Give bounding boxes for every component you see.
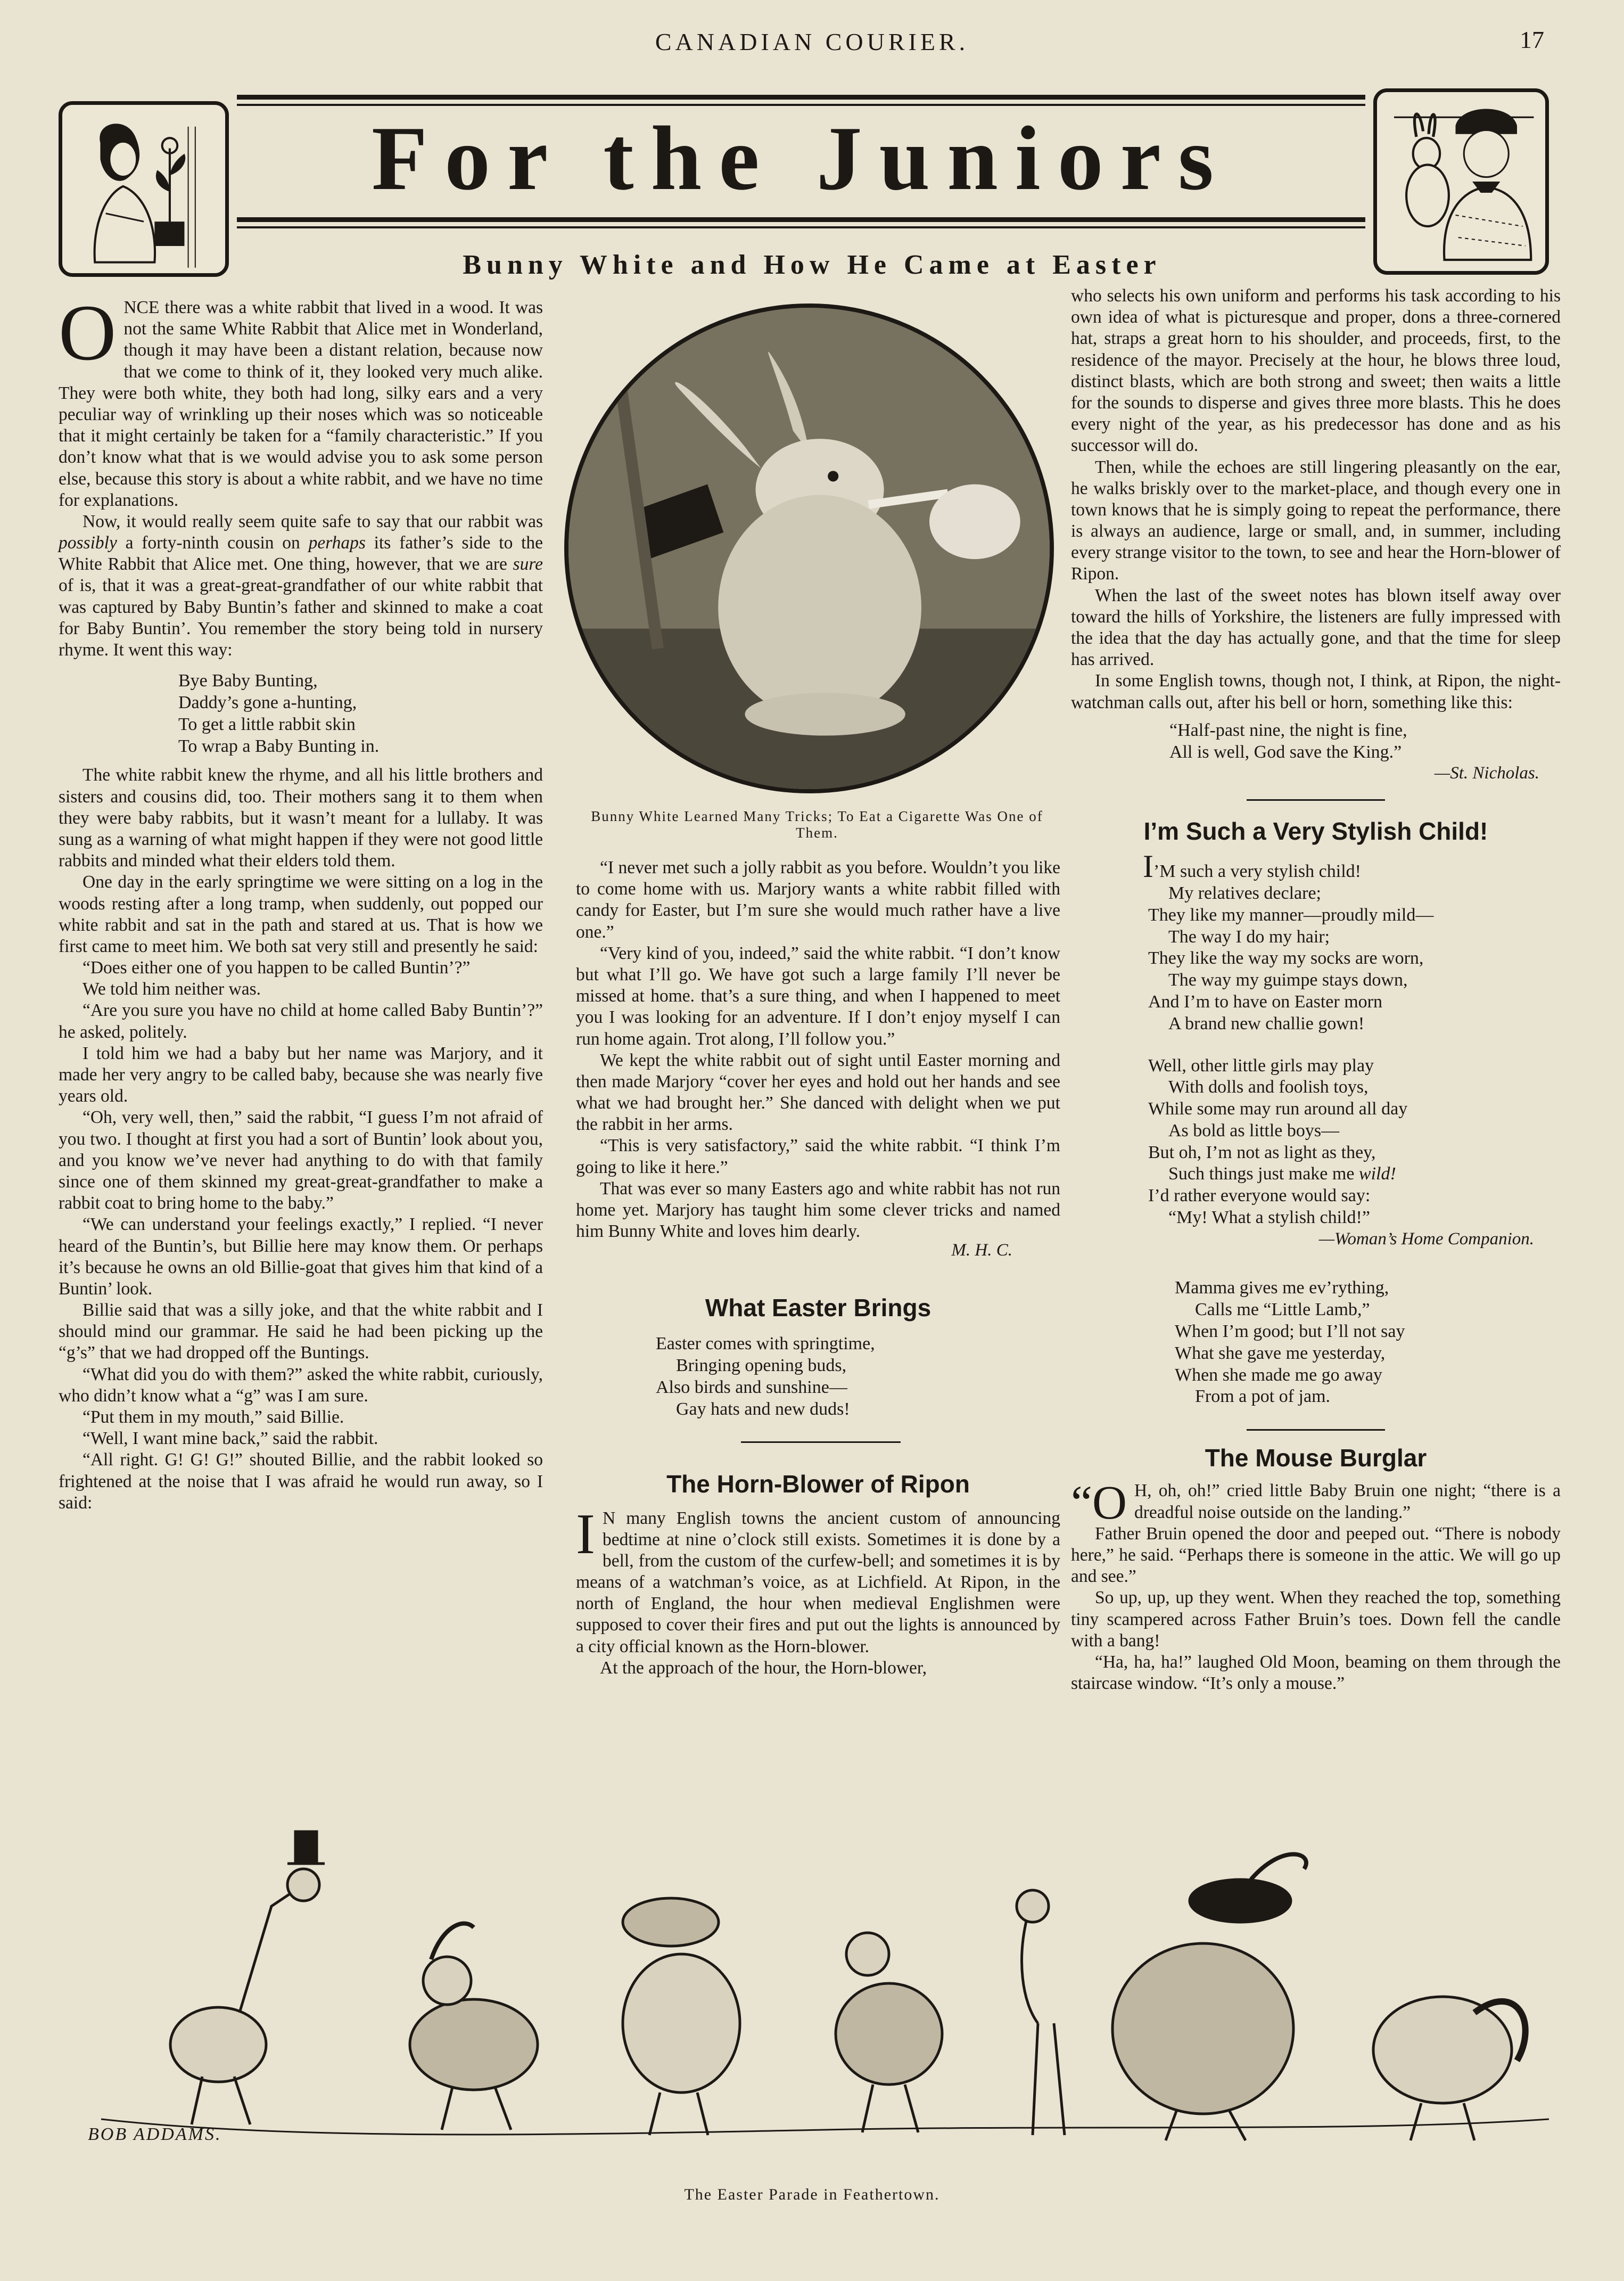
story-signature: M. H. C. xyxy=(951,1241,1012,1260)
little-lamb-poem: Mamma gives me ev’rything, Calls me “Little Lamb,” When I’m good; but I’ll not say What she gave me yesterday, When she made me go away From a pot of jam. xyxy=(1175,1278,1405,1407)
story-paragraph: We told him neither was. xyxy=(83,979,261,999)
mouse-burglar-paragraph: “Ha, ha, ha!” laughed Old Moon, beaming on them through the staircase window. “It’s only a mouse.” xyxy=(1071,1652,1561,1694)
story-paragraph: Now, it would really seem quite safe to say that our rabbit was possibly a forty-ninth cousin on perhaps its father’s side to the White Rabbit that Alice met. One thing, however, that we are sure of is, that it was a great-great-grandfather of our white rabbit that was captured by Baby Buntin’s father and skinned to make a coat for Baby Buntin’. You remember the story being told in nursery rhyme. It went this way: xyxy=(59,511,543,660)
story-opening-paragraph: ONCE there was a white rabbit that lived in a wood. It was not the same White Rabbit that Alice met in Wonderland, though it may have been a distant relation, because now that we come to think of it, they looked very much alike. They were both white, they both had long, silky ears and a very peculiar way of wrinkling up their noses which was so noticeable that it might certainly be taken for a “family characteristic.” If you don’t know what that is we would advise you to ask some person else, because this story is about a white rabbit, and we have no time for explanations. xyxy=(59,289,543,510)
section-divider xyxy=(741,1441,901,1443)
story-paragraph: “Very kind of you, indeed,” said the white rabbit. “I don’t know but what I’ll go. We have got such a large family I’ll never be missed at home. that’s a sure thing, and when I happened to meet you I was looking for an adventure. If I don’t enjoy myself I can run home again. Trot along, I’ll follow you.” xyxy=(576,943,1060,1049)
running-head: CANADIAN COURIER. xyxy=(655,28,969,55)
mouse-burglar-title: The Mouse Burglar xyxy=(1205,1444,1427,1472)
rabbit-photo xyxy=(564,303,1054,793)
horn-blower-paragraph: Then, while the echoes are still lingering pleasantly on the ear, he walks briskly over to the market-place, and though every one in town knows that he is simply going to repeat the performance, there is always an audience, large or small, and, in summer, including every strange visitor to the town, to see and hear the Horn-blower of Ripon. xyxy=(1071,457,1561,584)
illustration-caption: The Easter Parade in Feathertown. xyxy=(684,2186,940,2203)
easter-poem-title: What Easter Brings xyxy=(705,1293,931,1322)
horn-blower-source: —St. Nicholas. xyxy=(1434,764,1539,783)
story-paragraph: “Well, I want mine back,” said the rabbit. xyxy=(83,1429,378,1449)
horn-blower-title: The Horn-Blower of Ripon xyxy=(666,1470,970,1498)
banner-rule-bottom xyxy=(237,217,1365,228)
story-paragraph: “Put them in my mouth,” said Billie. xyxy=(83,1407,344,1427)
story-paragraph: We kept the white rabbit out of sight until Easter morning and then made Marjory “cover her eyes and hold out her hands and see what we had brought her.” She danced with delight when we put the rabbit in her arms. xyxy=(576,1050,1060,1135)
story-paragraph: Billie said that was a silly joke, and that the white rabbit and I should mind our grammar. He said he had been picking up the “g’s” that we had dropped off the Buntings. xyxy=(59,1300,543,1363)
story-paragraph: “We can understand your feelings exactly,” I replied. “I never heard of the Buntin’s, but Billie here may know them. Or perhaps it’s because he owns an old Billie-goat that gives him that kind of a Buntin’ look. xyxy=(59,1215,543,1299)
story-title: Bunny White and How He Came at Easter xyxy=(463,250,1161,280)
story-paragraph: “Oh, very well, then,” said the rabbit, “I guess I’m not afraid of you two. I thought at first you had a sort of Buntin’ look about you, and you know we’ve never had anything to do with that family since one of them skinned my great-great-grandfather to make a rabbit coat to bring home to the baby.” xyxy=(59,1107,543,1213)
page-number: 17 xyxy=(1520,26,1544,53)
story-paragraph: “I never met such a jolly rabbit as you before. Wouldn’t you like to come home with us. Marjory wants a white rabbit filled with candy for Easter, but I’m sure she would much rather have a live one.” xyxy=(576,858,1060,942)
mouse-burglar-paragraph: So up, up, up they went. When they reached the top, something tiny scampered across Father Bruin’s toes. Down fell the candle with a bang! xyxy=(1071,1588,1561,1651)
section-divider xyxy=(1247,1429,1385,1431)
banner-rule-top xyxy=(237,95,1365,106)
horn-blower-paragraph: At the approach of the hour, the Horn-blower, xyxy=(600,1658,927,1678)
story-paragraph: The white rabbit knew the rhyme, and all his little brothers and sisters and cousins did, too. Their mothers sang it to them when they were baby rabbits, but it wasn’t meant for a lullaby. It was sung as a warning of what might happen if they were not good little rabbits and minded what their elders told them. xyxy=(59,765,543,871)
easter-poem: Easter comes with springtime, Bringing opening buds, Also birds and sunshine— Gay hats and new duds! xyxy=(656,1334,875,1419)
story-paragraph: “Does either one of you happen to be called Buntin’?” xyxy=(83,958,471,978)
story-paragraph: “This is very satisfactory,” said the white rabbit. “I think I’m going to like it here.” xyxy=(576,1136,1060,1177)
mouse-burglar-opening-paragraph: “O H, oh, oh!” cried little Baby Bruin one night; “there is a dreadful noise outside on the landing.” xyxy=(1071,1476,1561,1530)
horn-blower-paragraph: In some English towns, though not, I think, at Ripon, the night-watchman calls out, after his bell or horn, something like this: xyxy=(1071,671,1561,712)
horn-blower-paragraph: When the last of the sweet notes has blown itself away over toward the hills of Yorkshire, the listeners are fully impressed with the idea that the day has actually gone, and that the time for sleep has arrived. xyxy=(1071,585,1561,670)
artist-signature: BOB ADDAMS. xyxy=(88,2124,222,2144)
boy-with-rabbit-illustration xyxy=(1373,88,1549,275)
mouse-burglar-paragraph: Father Bruin opened the door and peeped out. “There is nobody here,” he said. “Perhaps there is someone in the attic. We will go up and see.” xyxy=(1071,1523,1561,1587)
stylish-child-source: —Woman’s Home Companion. xyxy=(1318,1229,1534,1249)
horn-blower-opening-paragraph: I N many English towns the ancient custom of announcing bedtime at nine o’clock still exists. Sometimes it is done by a bell, from the custom of the curfew-bell; and sometimes it is by means of a watchman’s voice, as at Lichfield. At Ripon, in the north of England, the hour when medieval Englishmen were supposed to cover their fires and put out the lights is announced by a city official known as the Horn-blower. xyxy=(576,1502,1060,1656)
watchman-call: “Half-past nine, the night is fine, All is well, God save the King.” xyxy=(1169,720,1407,762)
photo-caption: Bunny White Learned Many Tricks; To Eat a Cigarette Was One of Them. xyxy=(591,808,1043,841)
story-drop-cap: O xyxy=(59,289,117,377)
nursery-rhyme: Bye Baby Bunting, Daddy’s gone a-hunting, To get a little rabbit skin To wrap a Baby Bunting in. xyxy=(178,671,380,756)
story-paragraph: One day in the early springtime we were sitting on a log in the woods resting after a long tramp, when suddenly, out popped our white rabbit and sat in the path and stared at us. That is how we first came to meet him. We both sat very still and presently he said: xyxy=(59,872,543,956)
stylish-child-title: I’m Such a Very Stylish Child! xyxy=(1143,817,1488,845)
story-paragraph: I told him we had a baby but her name was Marjory, and it made her very angry to be called baby, because she was nearly five years old. xyxy=(59,1043,543,1106)
story-paragraph: “What did you do with them?” asked the white rabbit, curiously, who didn’t know what a “g” was I am sure. xyxy=(59,1364,543,1406)
easter-parade-illustration xyxy=(80,1821,1560,2172)
story-paragraph: “Are you sure you have no child at home called Baby Buntin’?” he asked, politely. xyxy=(59,1000,543,1042)
story-paragraph: “All right. G! G! G!” shouted Billie, and the rabbit looked so frightened at the noise that I was afraid he would run away, so I said: xyxy=(59,1450,543,1513)
right-column xyxy=(1071,285,1561,1694)
story-paragraph: That was ever so many Easters ago and white rabbit has not run home yet. Marjory has taught him some clever tricks and named him Bunny White and loves him dearly. xyxy=(576,1178,1060,1242)
section-divider xyxy=(1247,799,1385,801)
banner-title: For the Juniors xyxy=(372,108,1231,209)
stylish-child-poem: I’M such a very stylish child! My relatives declare; They like my manner—proudly mild— The way I do my hair; They like the way my socks are worn, The way my guimpe stays down, And I’m to have on Easter morn A brand new challie gown! Well, other little girls may play With dolls and foolish toys, While some may run around all day As bold as little boys— But oh, I’m not as light as they, Such things just make me wild! I’d rather everyone would say: “My! What a stylish child!” xyxy=(1143,849,1434,1228)
horn-blower-continued: who selects his own uniform and performs his task according to his own idea of what is picturesque and proper, dons a three-cornered hat, straps a great horn to his shoulder, and proceeds, first, to the residence of the mayor. Precisely at the hour, he blows three loud, distinct blasts, which are both strong and sweet; then waits a little for the sounds to disperse and gives three more blasts. This he does every night of the year, as his predecessor has done and as his successor will do. xyxy=(1071,286,1561,456)
story-column-1 xyxy=(59,289,543,1514)
story-column-2 xyxy=(576,857,1060,1679)
